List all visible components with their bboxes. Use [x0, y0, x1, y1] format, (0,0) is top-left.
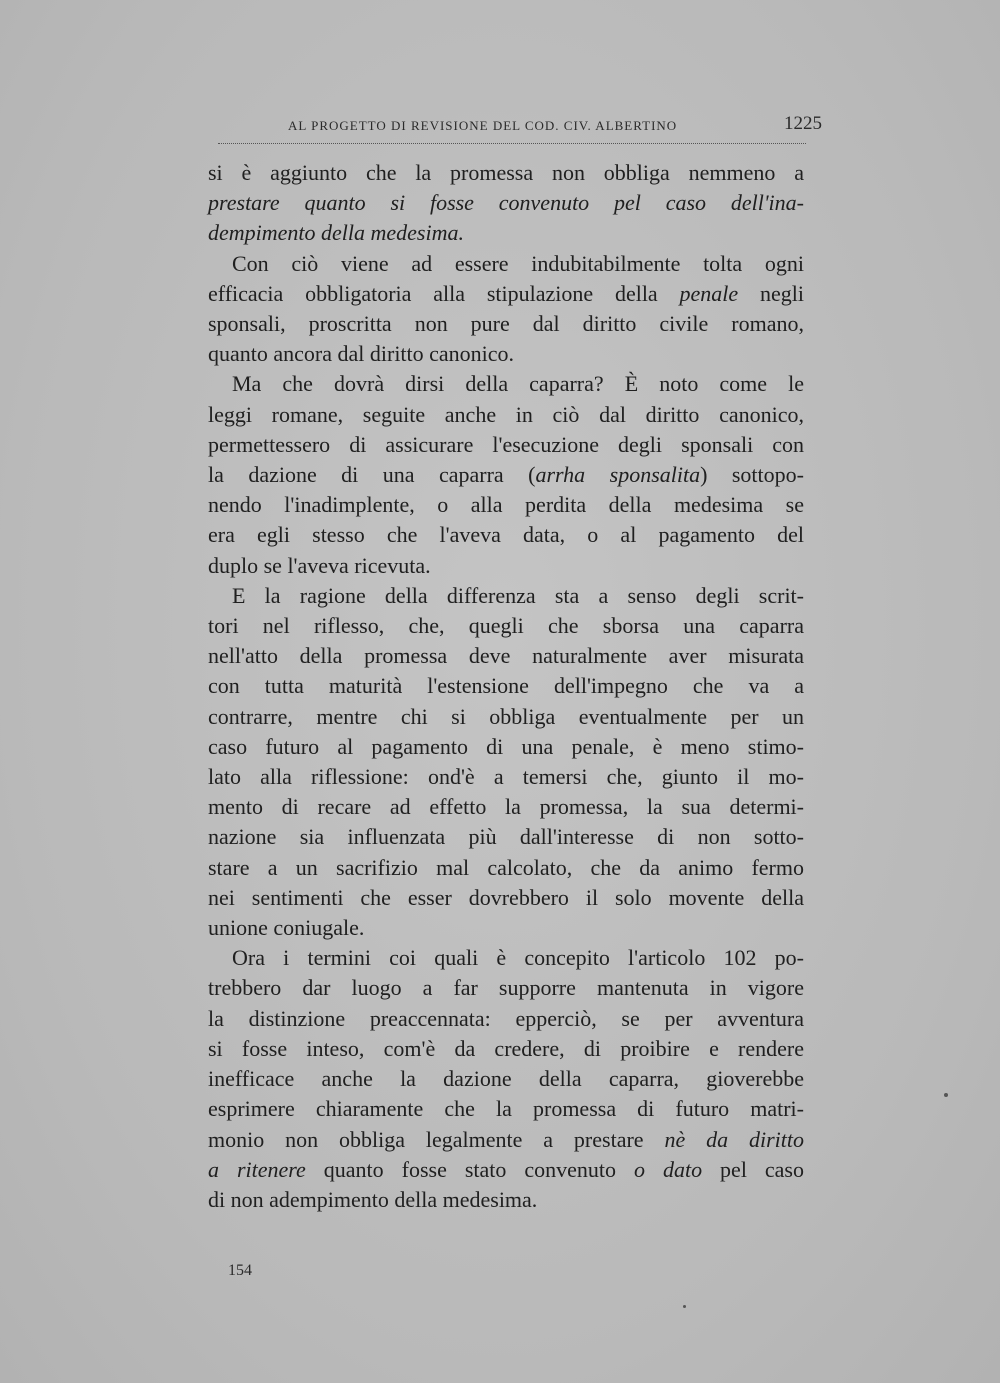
text-line: nell'atto della promessa deve naturalmente aver misurata: [208, 643, 804, 669]
running-header: [288, 113, 822, 134]
text-line: efficacia obbligatoria alla stipulazione della penale negli: [208, 280, 804, 306]
text-line: unione coniugale.: [208, 915, 365, 941]
text-line: la distinzione preaccennata: epperciò, se per avventura: [208, 1005, 804, 1031]
text-line: inefficace anche la dazione della caparra, gioverebbe: [208, 1066, 804, 1092]
paper-speck: [683, 1305, 686, 1308]
text-line: nazione sia influenzata più dall'interesse di non sotto-: [208, 824, 804, 850]
text-line: duplo se l'aveva ricevuta.: [208, 552, 431, 578]
text-line: trebbero dar luogo a far supporre mantenuta in vigore: [208, 975, 804, 1001]
text-line: contrarre, mentre chi si obbliga eventualmente per un: [208, 703, 804, 729]
text-line: Ora i termini coi quali è concepito l'articolo 102 po-: [232, 945, 804, 971]
text-line: a ritenere quanto fosse stato convenuto o dato pel caso: [208, 1156, 804, 1182]
text-line: leggi romane, seguite anche in ciò dal diritto canonico,: [208, 401, 804, 427]
text-line: esprimere chiaramente che la promessa di futuro matri-: [208, 1096, 804, 1122]
text-line: nei sentimenti che esser dovrebbero il solo movente della: [208, 884, 804, 910]
text-line: si è aggiunto che la promessa non obbliga nemmeno a: [208, 160, 804, 185]
text-line: sponsali, proscritta non pure dal diritto civile romano,: [208, 311, 804, 337]
text-line: Ma che dovrà dirsi della caparra? È noto come le: [232, 371, 804, 397]
text-line: la dazione di una caparra (arrha sponsalita) sottopo-: [208, 462, 804, 488]
text-line: E la ragione della differenza sta a senso degli scrit-: [232, 582, 804, 608]
signature-mark: 154: [228, 1262, 252, 1279]
body-text: [208, 158, 804, 1215]
text-line: con tutta maturità l'estensione dell'impegno che va a: [208, 673, 804, 699]
text-line: caso futuro al pagamento di una penale, è meno stimo-: [208, 733, 804, 759]
text-line: prestare quanto si fosse convenuto pel caso dell'ina-: [208, 190, 804, 216]
text-line: di non adempimento della medesima.: [208, 1186, 538, 1212]
text-line: dempimento della medesima.: [208, 220, 464, 246]
text-line: quanto ancora dal diritto canonico.: [208, 341, 515, 367]
text-line: Con ciò viene ad essere indubitabilmente tolta ogni: [232, 250, 804, 276]
text-line: monio non obbliga legalmente a prestare nè da diritto: [208, 1126, 805, 1152]
paper-speck: [944, 1093, 948, 1097]
text-line: permettessero di assicurare l'esecuzione degli sponsali con: [208, 431, 804, 457]
page-number: 1225: [784, 113, 822, 134]
text-line: nendo l'inadimplente, o alla perdita della medesima se: [208, 492, 804, 518]
text-line: era egli stesso che l'aveva data, o al pagamento del: [208, 522, 804, 548]
running-title: AL PROGETTO DI REVISIONE DEL COD. CIV. ALBERTINO: [288, 118, 678, 133]
text-line: si fosse inteso, com'è da credere, di proibire e rendere: [208, 1035, 804, 1061]
text-line: stare a un sacrifizio mal calcolato, che da animo fermo: [208, 854, 804, 880]
text-line: tori nel riflesso, che, quegli che sborsa una caparra: [208, 613, 804, 639]
header-rule: [218, 143, 806, 144]
text-line: lato alla riflessione: ond'è a temersi che, giunto il mo-: [208, 764, 804, 790]
text-line: mento di recare ad effetto la promessa, la sua determi-: [208, 794, 804, 820]
